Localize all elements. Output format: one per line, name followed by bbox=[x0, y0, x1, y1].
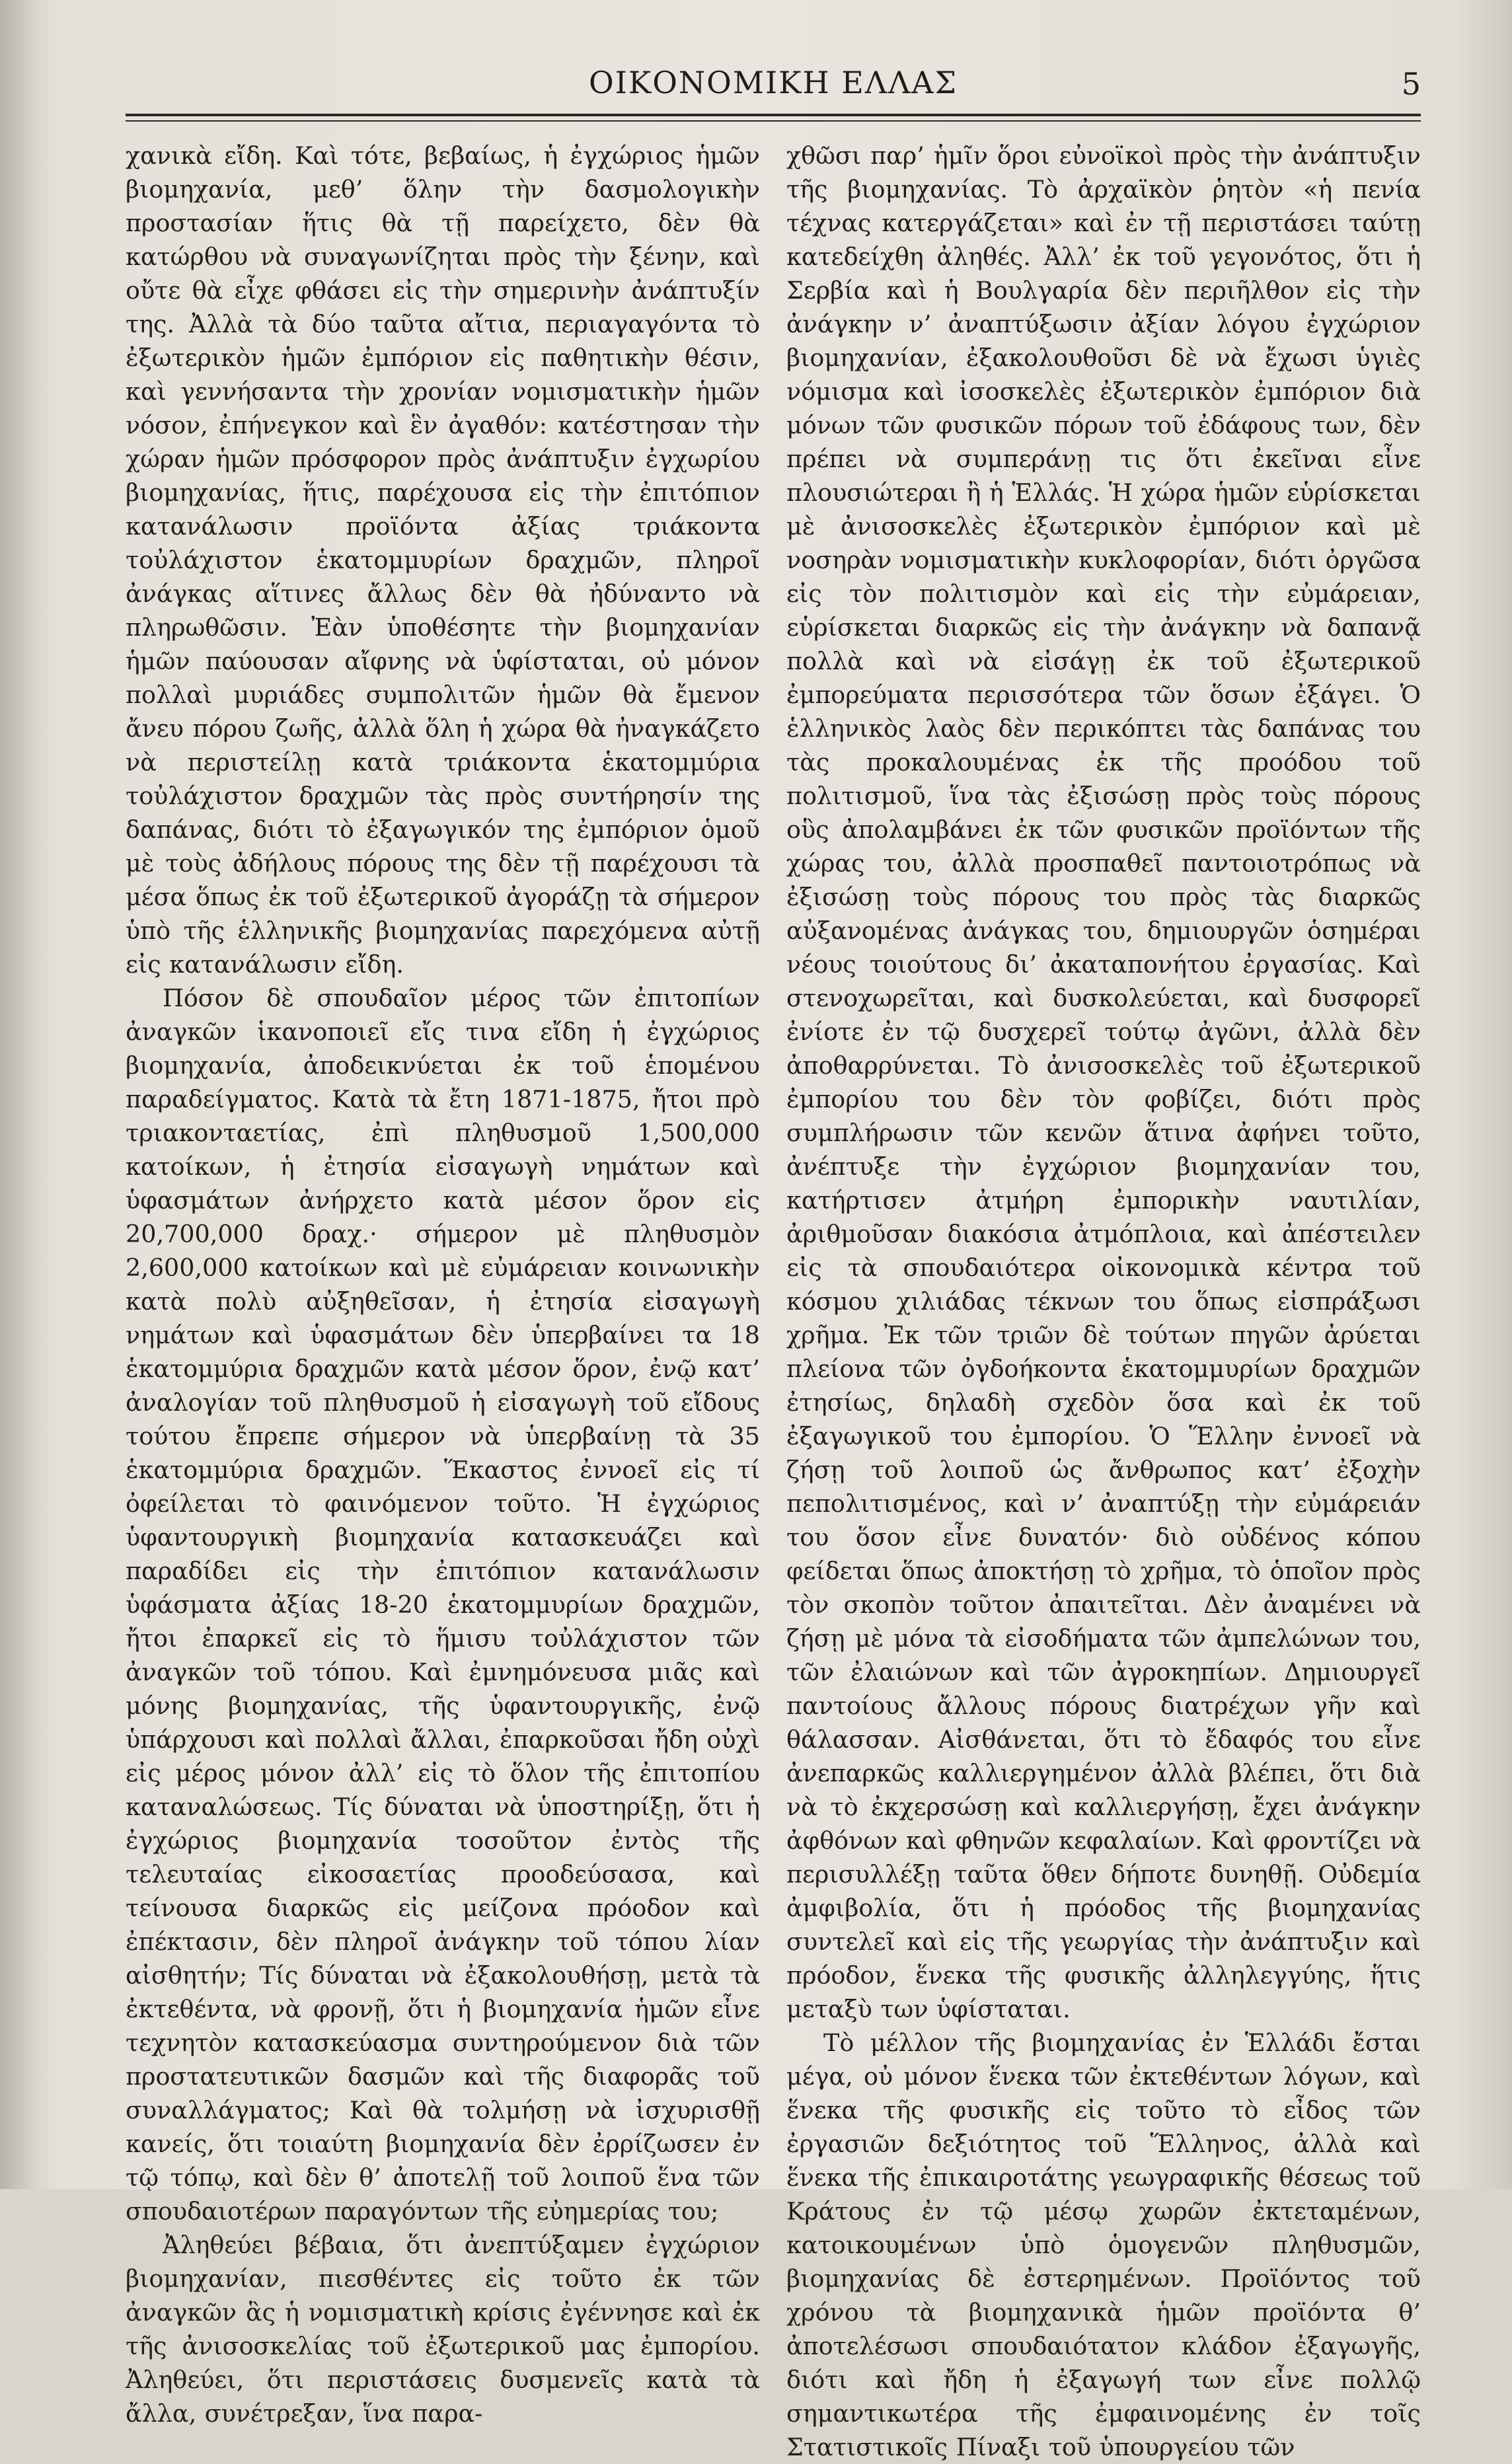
header-rule-thin bbox=[126, 120, 1421, 122]
right-column bbox=[786, 139, 1421, 2461]
page-header bbox=[126, 65, 1421, 111]
page-number: 5 bbox=[1401, 66, 1421, 102]
paragraph: Τὸ μέλλον τῆς βιομηχανίας ἐν Ἑλλάδι ἔσται μέγα, οὐ μόνον ἕνεκα τῶν ἐκτεθέντων λόγων, καὶ ἕνεκα τῆς φυσικῆς εἰς τοῦτο τὸ εἶδος τῶν ἐργασιῶν δεξιότητος τοῦ Ἕλληνος, ἀλλὰ καὶ ἕνεκα τῆς ἐπικαιροτάτης γεωγραφικῆς θέσεως τοῦ Κράτους ἐν τῷ μέσῳ χωρῶν ἐκτεταμένων, κατοικουμένων ὑπὸ ὁμογενῶν πληθυσμῶν, βιομηχανίας δὲ ἐστερημένων. Προϊόντος τοῦ χρόνου τὰ βιομηχανικὰ ἡμῶν προϊόντα θ’ ἀποτελέσωσι σπουδαιότατον κλάδον ἐξαγωγῆς, διότι καὶ ἤδη ἡ ἐξαγωγή των εἶνε πολλῷ σημαντικωτέρα τῆς ἐμφαινομένης ἐν τοῖς Στατιστικοῖς Πίναξι τοῦ ὑπουργείου τῶν bbox=[786, 2029, 1421, 2461]
paragraph: Ἀληθεύει βέβαια, ὅτι ἀνεπτύξαμεν ἐγχώριον βιομηχανίαν, πιεσθέντες εἰς τοῦτο ἐκ τῶν ἀναγκῶν ἃς ἡ νομισματικὴ κρίσις ἐγέννησε καὶ ἐκ τῆς ἀνισοσκελίας τοῦ ἐξωτερικοῦ μας ἐμπορίου. Ἀληθεύει, ὅτι περιστάσεις δυσμενεῖς κατὰ τὰ ἄλλα, συνέτρεξαν, ἵνα παρα- bbox=[126, 2231, 760, 2428]
header-rule-thick bbox=[126, 114, 1421, 116]
left-column bbox=[126, 139, 760, 2428]
paragraph: Πόσον δὲ σπουδαῖον μέρος τῶν ἐπιτοπίων ἀναγκῶν ἱκανοποιεῖ εἴς τινα εἴδη ἡ ἐγχώριος βιομηχανία, ἀποδεικνύεται ἐκ τοῦ ἑπομένου παραδείγματος. Κατὰ τὰ ἔτη 1871-1875, ἤτοι πρὸ τριακονταετίας, ἐπὶ πληθυσμοῦ 1,500,000 κατοίκων, ἡ ἐτησία εἰσαγωγὴ νημάτων καὶ ὑφασμάτων ἀνήρχετο κατὰ μέσον ὅρον εἰς 20,700,000 δραχ.· σήμερον μὲ πληθυσμὸν 2,600,000 κατοίκων καὶ μὲ εὐμάρειαν κοινωνικὴν κατὰ πολὺ αὐξηθεῖσαν, ἡ ἐτησία εἰσαγωγὴ νημάτων καὶ ὑφασμάτων δὲν ὑπερβαίνει τα 18 ἑκατομμύρια δραχμῶν κατὰ μέσον ὅρον, ἐνῷ κατ’ ἀναλογίαν τοῦ πληθυσμοῦ ἡ εἰσαγωγὴ τοῦ εἴδους τούτου ἔπρεπε σήμερον νὰ ὑπερβαίνῃ τὰ 35 ἑκατομμύρια δραχμῶν. Ἕκαστος ἐννοεῖ εἰς τί ὀφείλεται τὸ φαινόμενον τοῦτο. Ἡ ἐγχώριος ὑφαντουργικὴ βιομηχανία κατασκευάζει καὶ παραδίδει εἰς τὴν ἐπιτόπιον κατανάλωσιν ὑφάσματα ἀξίας 18-20 ἑκατομμυρίων δραχμῶν, ἤτοι ἐπαρκεῖ εἰς τὸ ἥμισυ τοὐλάχιστον τῶν ἀναγκῶν τοῦ τόπου. Καὶ ἐμνημόνευσα μιᾶς καὶ μόνης βιομηχανίας, τῆς ὑφαντουργικῆς, ἐνῷ ὑπάρχουσι καὶ πολλαὶ ἄλλαι, ἐπαρκοῦσαι ἤδη οὐχὶ εἰς μέρος μόνον ἀλλ’ εἰς τὸ ὅλον τῆς ἐπιτοπίου καταναλώσεως. Τίς δύναται νὰ ὑποστηρίξῃ, ὅτι ἡ ἐγχώριος βιομηχανία τοσοῦτον ἐντὸς τῆς τελευταίας εἰκοσαετίας προοδεύσασα, καὶ τείνουσα διαρκῶς εἰς μείζονα πρόοδον καὶ ἐπέκτασιν, δὲν πληροῖ ἀνάγκην τοῦ τόπου λίαν αἰσθητήν; Τίς δύναται νὰ ἐξακολουθήσῃ, μετὰ τὰ ἐκτεθέντα, νὰ φρονῇ, ὅτι ἡ βιομηχανία ἡμῶν εἶνε τεχνητὸν κατασκεύασμα συντηρούμενον διὰ τῶν προστατευτικῶν δασμῶν καὶ τῆς διαφορᾶς τοῦ συναλλάγματος; Καὶ θὰ τολμήσῃ νὰ ἰσχυρισθῇ κανείς, ὅτι τοιαύτη βιομηχανία δὲν ἐρρίζωσεν ἐν τῷ τόπῳ, καὶ δὲν θ’ ἀποτελῇ τοῦ λοιποῦ ἕνα τῶν σπουδαιοτέρων παραγόντων τῆς εὐημερίας του; bbox=[126, 984, 760, 2225]
paragraph: χανικὰ εἴδη. Καὶ τότε, βεβαίως, ἡ ἐγχώριος ἡμῶν βιομηχανία, μεθ’ ὅλην τὴν δασμολογικὴν προστασίαν ἥτις θὰ τῇ παρείχετο, δὲν θὰ κατώρθου νὰ συναγωνίζηται πρὸς τὴν ξένην, καὶ οὔτε θὰ εἶχε φθάσει εἰς τὴν σημερινὴν ἀνάπτυξίν της. Ἀλλὰ τὰ δύο ταῦτα αἴτια, περιαγαγόντα τὸ ἐξωτερικὸν ἡμῶν ἐμπόριον εἰς παθητικὴν θέσιν, καὶ γεννήσαντα τὴν χρονίαν νομισματικὴν ἡμῶν νόσον, ἐπήνεγκον καὶ ἓν ἀγαθόν: κατέστησαν τὴν χώραν ἡμῶν πρόσφορον πρὸς ἀνάπτυξιν ἐγχωρίου βιομηχανίας, ἥτις, παρέχουσα εἰς τὴν ἐπιτόπιον κατανάλωσιν προϊόντα ἀξίας τριάκοντα τοὐλάχιστον ἑκατομμυρίων δραχμῶν, πληροῖ ἀνάγκας αἵτινες ἄλλως δὲν θὰ ἠδύναντο νὰ πληρωθῶσιν. Ἐὰν ὑποθέσητε τὴν βιομηχανίαν ἡμῶν παύουσαν αἴφνης νὰ ὑφίσταται, οὐ μόνον πολλαὶ μυριάδες συμπολιτῶν ἡμῶν θὰ ἔμενον ἄνευ πόρου ζωῆς, ἀλλὰ ὅλη ἡ χώρα θὰ ἠναγκάζετο νὰ περιστείλῃ κατὰ τριάκοντα ἑκατομμύρια τοὐλάχιστον δραχμῶν τὰς πρὸς συντήρησίν της δαπάνας, διότι τὸ ἐξαγωγικόν της ἐμπόριον ὁμοῦ μὲ τοὺς ἀδήλους πόρους της δὲν τῇ παρέχουσι τὰ μέσα ὅπως ἐκ τοῦ ἐξωτερικοῦ ἀγοράζῃ τὰ σήμερον ὑπὸ τῆς ἑλληνικῆς βιομηχανίας παρεχόμενα αὐτῇ εἰς κατανάλωσιν εἴδη. bbox=[126, 141, 760, 979]
running-title: ΟΙΚΟΝΟΜΙΚΗ ΕΛΛΑΣ bbox=[588, 65, 958, 100]
paragraph: χθῶσι παρ’ ἡμῖν ὅροι εὐνοϊκοὶ πρὸς τὴν ἀνάπτυξιν τῆς βιομηχανίας. Τὸ ἀρχαϊκὸν ῥητὸν «ἡ πενία τέχνας κατεργάζεται» καὶ ἐν τῇ περιστάσει ταύτῃ κατεδείχθη ἀληθές. Ἀλλ’ ἐκ τοῦ γεγονότος, ὅτι ἡ Σερβία καὶ ἡ Βουλγαρία δὲν περιῆλθον εἰς τὴν ἀνάγκην ν’ ἀναπτύξωσιν ἀξίαν λόγου ἐγχώριον βιομηχανίαν, ἐξακολουθοῦσι δὲ νὰ ἔχωσι ὑγιὲς νόμισμα καὶ ἰσοσκελὲς ἐξωτερικὸν ἐμπόριον διὰ μόνων τῶν φυσικῶν πόρων τοῦ ἐδάφους των, δὲν πρέπει νὰ συμπεράνῃ τις ὅτι ἐκεῖναι εἶνε πλουσιώτεραι ἢ ἡ Ἑλλάς. Ἡ χώρα ἡμῶν εὑρίσκεται μὲ ἀνισοσκελὲς ἐξωτερικὸν ἐμπόριον καὶ μὲ νοσηρὰν νομισματικὴν κυκλοφορίαν, διότι ὀργῶσα εἰς τὸν πολιτισμὸν καὶ εἰς τὴν εὐμάρειαν, εὑρίσκεται διαρκῶς εἰς τὴν ἀνάγκην νὰ δαπανᾷ πολλὰ καὶ νὰ εἰσάγῃ ἐκ τοῦ ἐξωτερικοῦ ἐμπορεύματα περισσότερα τῶν ὅσων ἐξάγει. Ὁ ἑλληνικὸς λαὸς δὲν περικόπτει τὰς δαπάνας του τὰς προκαλουμένας ἐκ τῆς προόδου τοῦ πολιτισμοῦ, ἵνα τὰς ἐξισώσῃ πρὸς τοὺς πόρους οὓς ἀπολαμβάνει ἐκ τῶν φυσικῶν προϊόντων τῆς χώρας του, ἀλλὰ προσπαθεῖ παντοιοτρόπως νὰ ἐξισώσῃ τοὺς πόρους του πρὸς τὰς διαρκῶς αὐξανομένας ἀνάγκας του, δημιουργῶν ὁσημέραι νέους τοιούτους δι’ ἀκαταπονήτου ἐργασίας. Καὶ στενοχωρεῖται, καὶ δυσκολεύεται, καὶ δυσφορεῖ ἐνίοτε ἐν τῷ δυσχερεῖ τούτῳ ἀγῶνι, ἀλλὰ δὲν ἀποθαρρύνεται. Τὸ ἀνισοσκελὲς τοῦ ἐξωτερικοῦ ἐμπορίου του δὲν τὸν φοβίζει, διότι πρὸς συμπλήρωσιν τῶν κενῶν ἅτινα ἀφήνει τοῦτο, ἀνέπτυξε τὴν ἐγχώριον βιομηχανίαν του, κατήρτισεν ἀτμήρη ἐμπορικὴν ναυτιλίαν, ἀριθμοῦσαν διακόσια ἀτμόπλοια, καὶ ἀπέστειλεν εἰς τὰ σπουδαιότερα οἰκονομικὰ κέντρα τοῦ κόσμου χιλιάδας τέκνων του ὅπως εἰσπράξωσι χρῆμα. Ἐκ τῶν τριῶν δὲ τούτων πηγῶν ἀρύεται πλείονα τῶν ὀγδοήκοντα ἑκατομμυρίων δραχμῶν ἐτησίως, δηλαδὴ σχεδὸν ὅσα καὶ ἐκ τοῦ ἐξαγωγικοῦ του ἐμπορίου. Ὁ Ἕλλην ἐννοεῖ νὰ ζήσῃ τοῦ λοιποῦ ὡς ἄνθρωπος κατ’ ἐξοχὴν πεπολιτισμένος, καὶ ν’ ἀναπτύξῃ τὴν εὐμάρειάν του ὅσον εἶνε δυνατόν· διὸ οὐδένος κόπου φείδεται ὅπως ἀποκτήσῃ τὸ χρῆμα, τὸ ὁποῖον πρὸς τὸν σκοπὸν τοῦτον ἀπαιτεῖται. Δὲν ἀναμένει νὰ ζήσῃ μὲ μόνα τὰ εἰσοδήματα τῶν ἀμπελώνων του, τῶν ἐλαιώνων καὶ τῶν ἀγροκηπίων. Δημιουργεῖ παντοίους ἄλλους πόρους διατρέχων γῆν καὶ θάλασσαν. Αἰσθάνεται, ὅτι τὸ ἔδαφός του εἶνε ἀνεπαρκῶς καλλιεργημένον ἀλλὰ βλέπει, ὅτι διὰ νὰ τὸ ἐκχερσώσῃ καὶ καλλιεργήσῃ, ἔχει ἀνάγκην ἀφθόνων καὶ φθηνῶν κεφαλαίων. Καὶ φροντίζει νὰ περισυλλέξῃ ταῦτα ὅθεν δήποτε δυνηθῇ. Οὐδεμία ἀμφιβολία, ὅτι ἡ πρόοδος τῆς βιομηχανίας συντελεῖ καὶ εἰς τῆς γεωργίας τὴν ἀνάπτυξιν καὶ πρόοδον, ἕνεκα τῆς φυσικῆς ἀλληλεγγύης, ἥτις μεταξὺ των ὑφίσταται. bbox=[786, 141, 1421, 2023]
binding-shadow bbox=[0, 0, 40, 2189]
